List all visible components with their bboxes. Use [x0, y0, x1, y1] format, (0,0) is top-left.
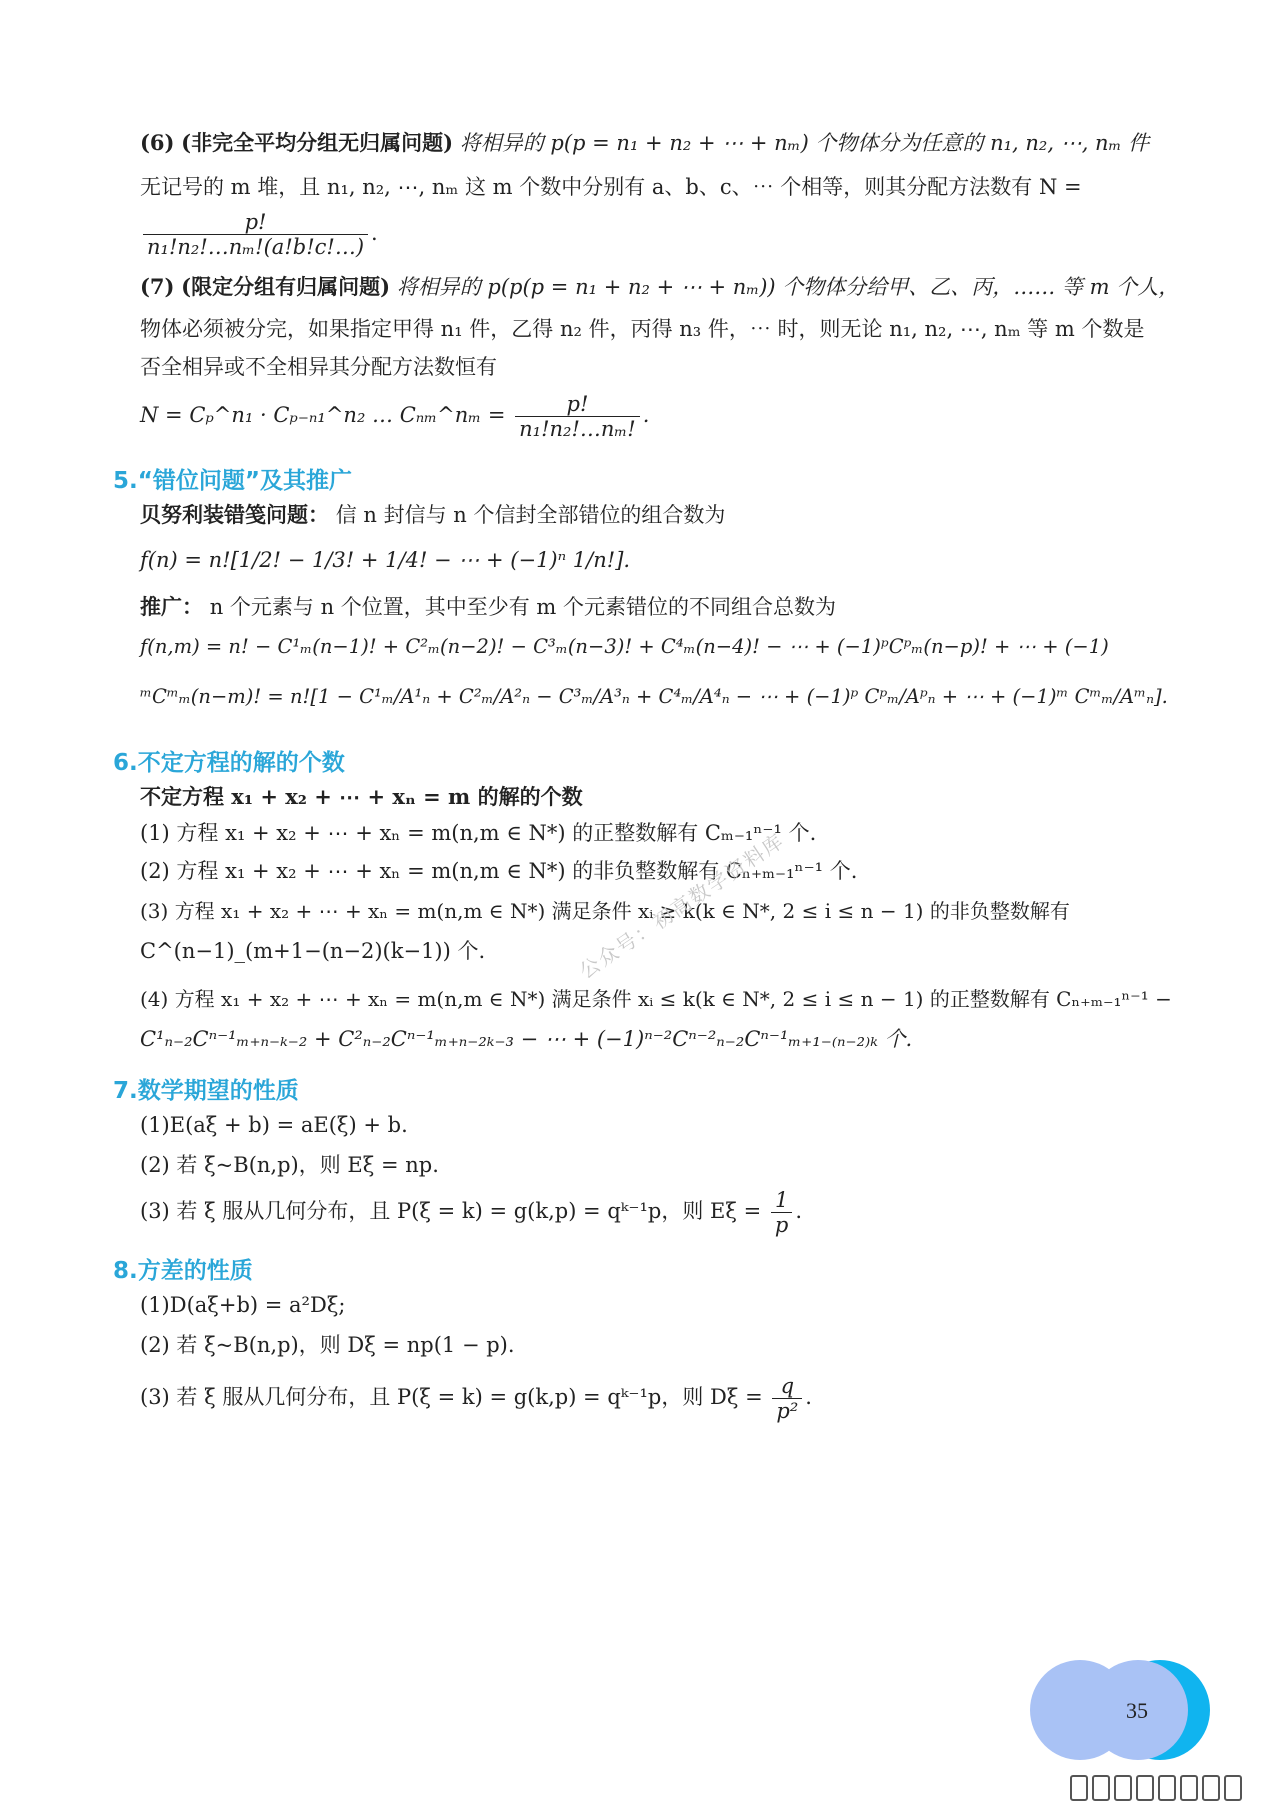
item7-line3: 否全相异或不全相异其分配方法数恒有: [140, 355, 497, 379]
item7-fraction: [515, 392, 640, 441]
item6-line1: [140, 128, 1180, 158]
section7-heading: 7.数学期望的性质: [113, 1078, 299, 1104]
section8-frac-den: p²: [776, 1399, 799, 1423]
watermark-text: 公众号：初高数学资料库: [574, 828, 789, 984]
bottom-decoration: [1070, 1775, 1246, 1805]
item7-text-1: 将相异的 p(p(p = n₁ + n₂ + ⋯ + nₘ)) 个物体分给甲、乙、丙，…… 等 m 个人，: [396, 275, 1180, 299]
generalization-line: [140, 592, 1180, 622]
bernoulli-line: [140, 500, 1180, 530]
item6-text-1: 将相异的 p(p = n₁ + n₂ + ⋯ + nₘ) 个物体分为任意的 n₁, n₂, ⋯, nₘ 件: [459, 131, 1150, 155]
section7-item3: [140, 1188, 1180, 1237]
section6-item2: (2) 方程 x₁ + x₂ + ⋯ + xₙ = m(n,m ∈ N*) 的非负整数解有 Cₙ₊ₘ₋₁ⁿ⁻¹ 个.: [140, 859, 858, 883]
item7-formula-lhs: N = Cₚ^n₁ · Cₚ₋ₙ₁^n₂ … Cₙₘ^nₘ =: [140, 403, 506, 427]
section7-frac-num: 1: [771, 1188, 792, 1213]
section6-item1: (1) 方程 x₁ + x₂ + ⋯ + xₙ = m(n,m ∈ N*) 的正整数解有 Cₘ₋₁ⁿ⁻¹ 个.: [140, 821, 817, 845]
item6-frac-den: n₁!n₂!…nₘ!(a!b!c!…): [147, 235, 365, 259]
section7-item2: (2) 若 ξ~B(n,p)，则 Eξ = np.: [140, 1153, 439, 1177]
section6-heading: 6.不定方程的解的个数: [113, 750, 345, 776]
section5-heading: 5.“错位问题”及其推广: [113, 468, 352, 494]
item6-frac-num: p!: [143, 210, 368, 235]
section8-item1: (1)D(aξ+b) = a²Dξ;: [140, 1293, 346, 1317]
section7-item3-fraction: [771, 1188, 792, 1237]
section6-item3-line2: C^(n−1)_(m+1−(n−2)(k−1)) 个.: [140, 939, 486, 963]
generalization-text: n 个元素与 n 个位置，其中至少有 m 个元素错位的不同组合总数为: [209, 595, 837, 619]
item7-end: .: [642, 403, 650, 427]
section8-frac-num: q: [772, 1374, 802, 1399]
item7-line1: [140, 272, 1180, 302]
strip-block: [1070, 1775, 1088, 1801]
item7-formula: [140, 392, 1180, 441]
item7-frac-den: n₁!n₂!…nₘ!: [519, 417, 636, 441]
bernoulli-text: 信 n 封信与 n 个信封全部错位的组合数为: [335, 503, 726, 527]
section8-item3: [140, 1374, 1180, 1423]
strip-block: [1136, 1775, 1154, 1801]
strip-block: [1092, 1775, 1110, 1801]
item6-end: .: [371, 221, 378, 245]
item7-title: (限定分组有归属问题): [181, 274, 391, 299]
generalization-formula-2: ᵐCᵐₘ(n−m)! = n![1 − C¹ₘ/A¹ₙ + C²ₘ/A²ₙ − C³ₘ/A³ₙ + C⁴ₘ/A⁴ₙ − ⋯ + (−1)ᵖ Cᵖₘ/Aᵖₙ + ⋯ + (−1)ᵐ Cᵐₘ/Aᵐₙ].: [140, 685, 1168, 708]
section6-item3-line1: (3) 方程 x₁ + x₂ + ⋯ + xₙ = m(n,m ∈ N*) 满足条件 xᵢ ≥ k(k ∈ N*, 2 ≤ i ≤ n − 1) 的非负整数解有: [140, 899, 1070, 923]
section8-item2: (2) 若 ξ~B(n,p)，则 Dξ = np(1 − p).: [140, 1333, 515, 1357]
section8-heading: 8.方差的性质: [113, 1258, 253, 1284]
section7-item3-text: (3) 若 ξ 服从几何分布，且 P(ξ = k) = g(k,p) = qᵏ⁻¹p，则 Eξ =: [140, 1199, 762, 1223]
generalization-title: 推广：: [140, 594, 203, 619]
item7-label: (7): [140, 274, 175, 299]
section8-end: .: [805, 1385, 812, 1409]
strip-block: [1202, 1775, 1220, 1801]
item7-frac-num: p!: [515, 392, 640, 417]
section8-item3-text: (3) 若 ξ 服从几何分布，且 P(ξ = k) = g(k,p) = qᵏ⁻¹p，则 Dξ =: [140, 1385, 763, 1409]
item6-label: (6): [140, 130, 175, 155]
item6-fraction-line: [140, 210, 1180, 259]
item6-title: (非完全平均分组无归属问题): [181, 130, 454, 155]
page-number: 35: [1126, 1698, 1148, 1723]
strip-block: [1114, 1775, 1132, 1801]
section7-item1: (1)E(aξ + b) = aE(ξ) + b.: [140, 1113, 408, 1137]
section6-item4-line2: C¹ₙ₋₂Cⁿ⁻¹ₘ₊ₙ₋ₖ₋₂ + C²ₙ₋₂Cⁿ⁻¹ₘ₊ₙ₋₂ₖ₋₃ − ⋯ + (−1)ⁿ⁻²Cⁿ⁻²ₙ₋₂Cⁿ⁻¹ₘ₊₁₋₍ₙ₋₂₎ₖ 个.: [140, 1027, 913, 1051]
section7-end: .: [795, 1199, 803, 1223]
strip-block: [1158, 1775, 1176, 1801]
section6-item4-line1: (4) 方程 x₁ + x₂ + ⋯ + xₙ = m(n,m ∈ N*) 满足条件 xᵢ ≤ k(k ∈ N*, 2 ≤ i ≤ n − 1) 的正整数解有 Cₙ₊ₘ₋₁ⁿ⁻¹ −: [140, 987, 1172, 1011]
item6-line2: 无记号的 m 堆，且 n₁, n₂, ⋯, nₘ 这 m 个数中分别有 a、b、c、⋯ 个相等，则其分配方法数有 N =: [140, 175, 1082, 199]
item6-fraction: [143, 210, 368, 259]
section8-item3-fraction: [772, 1374, 802, 1423]
strip-block: [1224, 1775, 1242, 1801]
section7-frac-den: p: [774, 1213, 789, 1237]
strip-block: [1180, 1775, 1198, 1801]
derangement-formula: f(n) = n![1/2! − 1/3! + 1/4! − ⋯ + (−1)ⁿ 1/n!].: [140, 548, 631, 572]
section6-subtitle: 不定方程 x₁ + x₂ + ⋯ + xₙ = m 的解的个数: [140, 784, 583, 809]
bernoulli-title: 贝努利装错笺问题：: [140, 502, 329, 527]
item7-line2: 物体必须被分完，如果指定甲得 n₁ 件，乙得 n₂ 件，丙得 n₃ 件，⋯ 时，则无论 n₁, n₂, ⋯, nₘ 等 m 个数是: [140, 317, 1145, 341]
generalization-formula-1: f(n,m) = n! − C¹ₘ(n−1)! + C²ₘ(n−2)! − C³ₘ(n−3)! + C⁴ₘ(n−4)! − ⋯ + (−1)ᵖCᵖₘ(n−p)! + ⋯ + (−1): [140, 635, 1109, 658]
